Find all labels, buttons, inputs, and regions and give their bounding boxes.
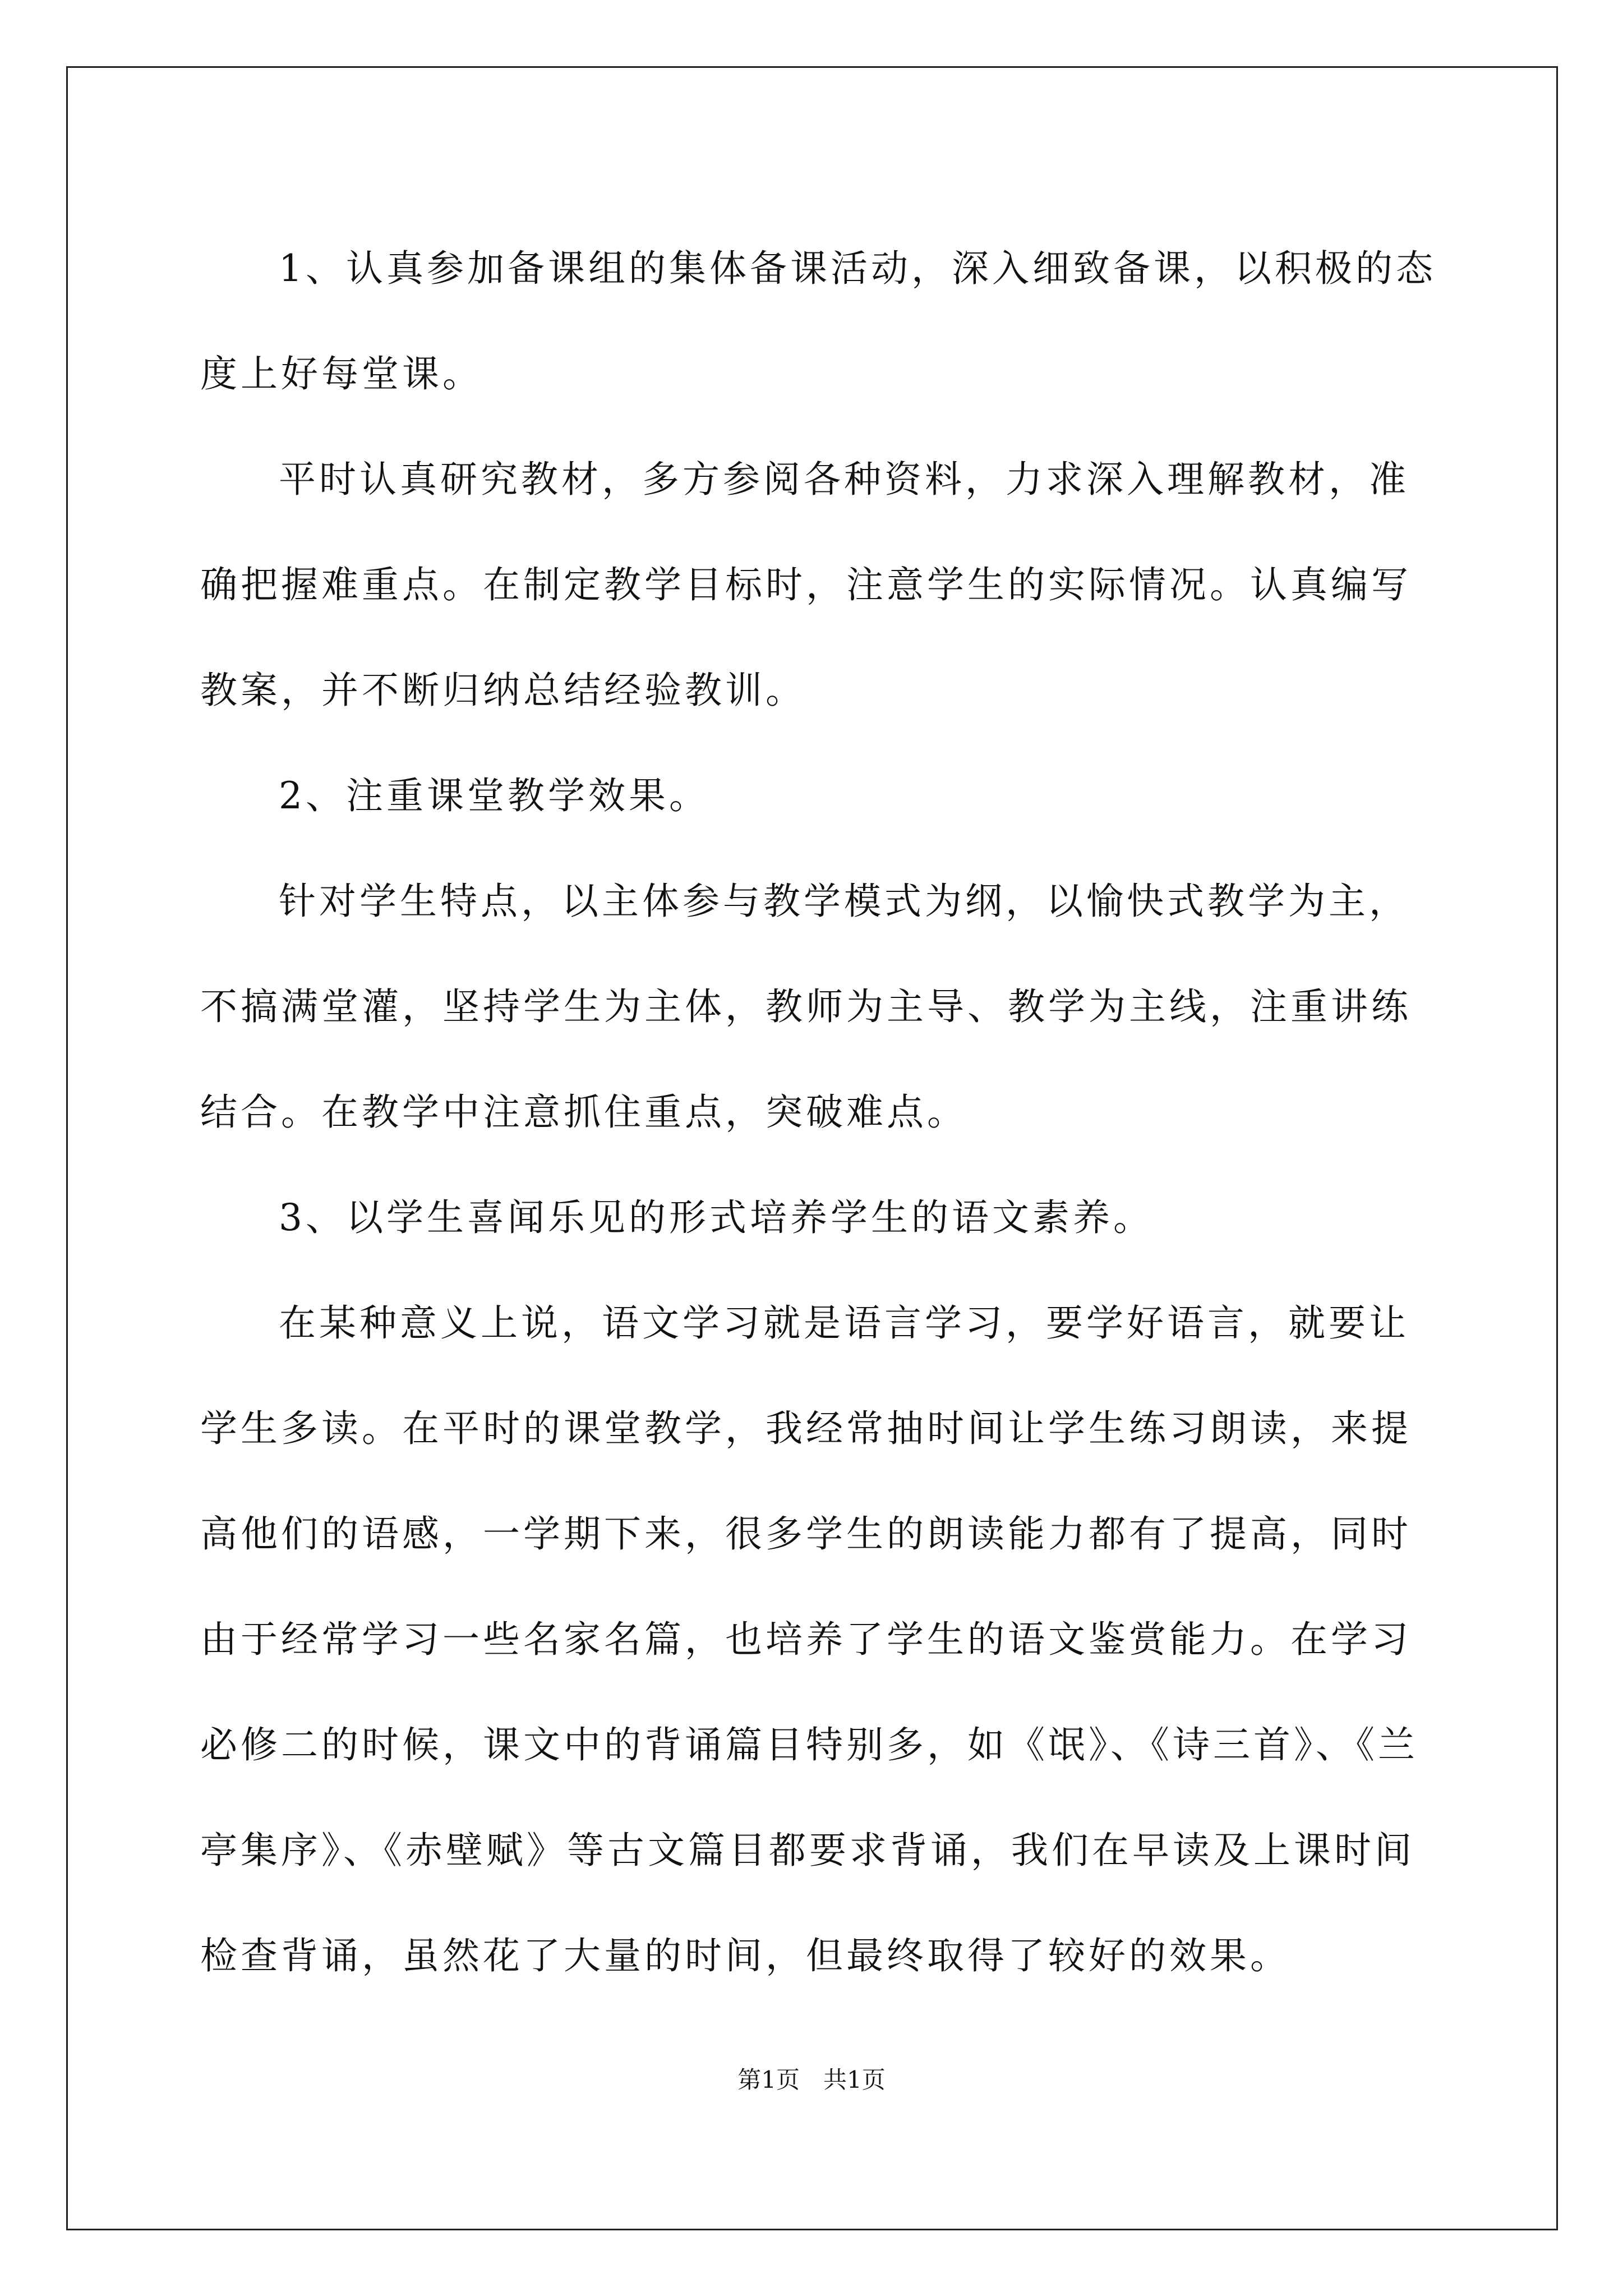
text-line: 平时认真研究教材，多方参阅各种资料，力求深入理解教材，准: [279, 458, 1409, 501]
text-line: 3、以学生喜闻乐见的形式培养学生的语文素养。: [279, 1196, 1154, 1239]
text-line: 确把握难重点。在制定教学目标时，注意学生的实际情况。认真编写: [200, 563, 1412, 606]
text-line: 不搞满堂灌，坚持学生为主体，教师为主导、教学为主线，注重讲练: [200, 985, 1412, 1028]
text-line: 度上好每堂课。: [200, 352, 483, 395]
text-line: 学生多读。在平时的课堂教学，我经常抽时间让学生练习朗读，来提: [200, 1407, 1412, 1450]
text-line: 必修二的时候，课文中的背诵篇目特别多，如《氓》、《诗三首》、《兰: [200, 1723, 1418, 1766]
text-line: 由于经常学习一些名家名篇，也培养了学生的语文鉴赏能力。在学习: [200, 1618, 1412, 1661]
text-line: 在某种意义上说，语文学习就是语言学习，要学好语言，就要让: [279, 1301, 1409, 1345]
text-line: 检查背诵，虽然花了大量的时间，但最终取得了较好的效果。: [200, 1934, 1290, 1977]
page-number-footer: 第1页 共1页: [737, 2066, 886, 2093]
document-body: [200, 216, 1436, 2009]
text-line: 2、注重课堂教学效果。: [279, 774, 709, 817]
text-line: 结合。在教学中注意抓住重点，突破难点。: [200, 1091, 967, 1134]
text-line: 1、认真参加备课组的集体备课活动，深入细致备课，以积极的态: [279, 247, 1436, 290]
text-line: 教案，并不断归纳总结经验教训。: [200, 669, 806, 712]
text-line: 针对学生特点，以主体参与教学模式为纲，以愉快式教学为主，: [279, 880, 1409, 923]
text-line: 高他们的语感，一学期下来，很多学生的朗读能力都有了提高，同时: [200, 1512, 1412, 1556]
text-line: 亭集序》、《赤壁赋》等古文篇目都要求背诵，我们在早读及上课时间: [200, 1829, 1415, 1872]
